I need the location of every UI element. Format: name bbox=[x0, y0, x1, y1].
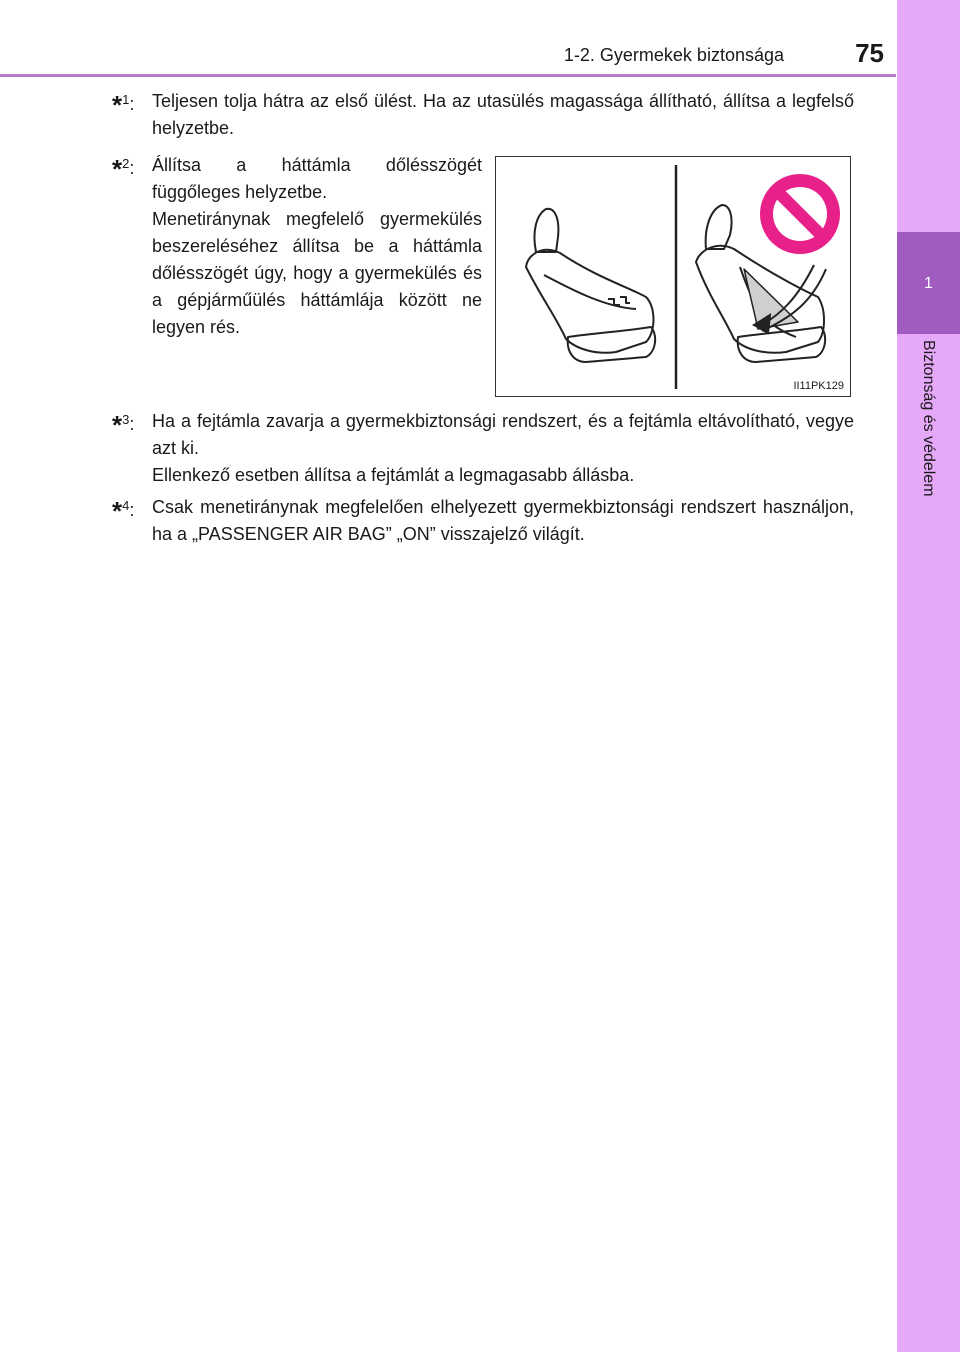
footnote-2 bbox=[112, 152, 482, 341]
footnote-text: Teljesen tolja hátra az első ülést. Ha az utasülés magassága állítható, állítsa a legfelső helyzetbe. bbox=[152, 91, 854, 138]
header-rule bbox=[0, 74, 896, 77]
footnote-3 bbox=[112, 408, 854, 489]
footnote-text: Ellenkező esetben állítsa a fejtámlát a legmagasabb állásba. bbox=[152, 465, 635, 485]
page-header bbox=[0, 0, 896, 78]
chapter-title bbox=[900, 340, 956, 600]
footnote-marker: *$^4$: bbox=[112, 496, 135, 526]
footnote-text: Menetiránynak megfelelő gyermekülés beszereléséhez állítsa be a háttámla dőlésszögét úgy, hogy a gyermekülés és a gépjárműülés háttámlája között ne legyen rés. bbox=[152, 209, 482, 337]
footnote-text: Állítsa a háttámla dőlésszögét függőleges helyzetbe. bbox=[152, 155, 482, 202]
chapter-side-tab bbox=[897, 0, 960, 1352]
prohibited-icon bbox=[760, 174, 840, 254]
chapter-title-text: Biztonság és védelem bbox=[920, 340, 937, 497]
seat-recline-figure bbox=[495, 156, 851, 397]
chapter-number: 1 bbox=[924, 275, 933, 292]
figure-code: II11PK129 bbox=[793, 380, 844, 392]
footnote-text: Ha a fejtámla zavarja a gyermekbiztonsági rendszert, és a fejtámla eltávolítható, vegye azt ki. bbox=[152, 411, 854, 458]
section-title: 1-2. Gyermekek biztonsága bbox=[563, 45, 784, 65]
footnote-4 bbox=[112, 494, 854, 548]
footnote-marker: *$^3$: bbox=[112, 410, 135, 440]
footnote-text: Csak menetiránynak megfelelően elhelyezett gyermekbiztonsági rendszert használjon, ha a „PASSENGER AIR BAG” „ON” visszajelző világít. bbox=[152, 497, 854, 544]
footnote-marker: *$^1$: bbox=[112, 90, 135, 120]
footnote-1 bbox=[112, 88, 854, 142]
page-number: 75 bbox=[855, 38, 884, 68]
footnote-marker: *$^2$: bbox=[112, 154, 135, 184]
upright-seat-icon bbox=[526, 209, 655, 362]
seat-illustration bbox=[496, 157, 852, 398]
